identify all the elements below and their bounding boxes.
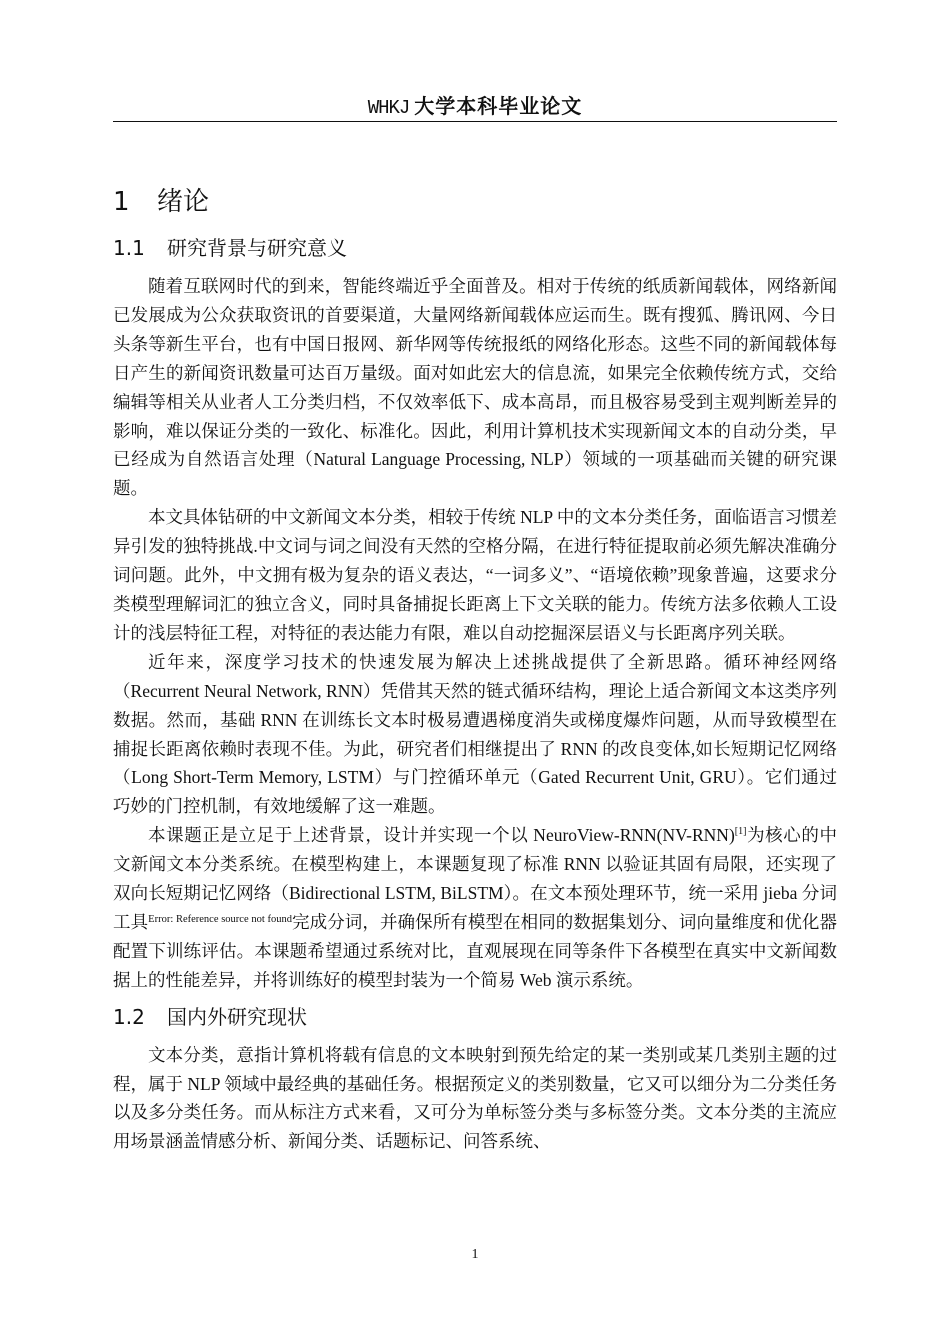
chapter-heading	[113, 180, 837, 232]
header-school-name: WHKJ	[367, 97, 410, 119]
section-heading-1-1	[113, 232, 837, 272]
section-number: 1.1	[113, 236, 145, 260]
paragraph-text: 完成分词，并确保所有模型在相同的数据集划分、词向量维度和优化器配置下训练评估。本课题希望通过系统对比，直观展现在同等条件下各模型在真实中文新闻数据上的性能差异，并将训练好的模型封装为一个简易 Web 演示系统。	[113, 911, 838, 990]
paragraph: 近年来，深度学习技术的快速发展为解决上述挑战提供了全新思路。循环神经网络（Recurrent Neural Network, RNN）凭借其天然的链式循环结构，理论上适合新闻文本这类序列数据。然而，基础 RNN 在训练长文本时极易遭遇梯度消失或梯度爆炸问题，从而导致模型在捕捉长距离依赖时表现不佳。为此，研究者们相继提出了 RNN 的改良变体,如长短期记忆网络（Long Short-Term Memory, LSTM）与门控循环单元（Gated Recurrent Unit, GRU）。它们通过巧妙的门控机制，有效地缓解了这一难题。	[113, 651, 837, 817]
paragraph: 文本分类，意指计算机将载有信息的文本映射到预先给定的某一类别或某几类别主题的过程，属于 NLP 领域中最经典的基础任务。根据预定义的类别数量，它又可以细分为二分类任务以及多分类任务。而从标注方式来看，又可分为单标签分类与多标签分类。文本分类的主流应用场景涵盖情感分析、新闻分类、话题标记、问答系统、	[113, 1044, 837, 1152]
section-title: 国内外研究现状	[167, 1004, 307, 1029]
section-title: 研究背景与研究意义	[167, 236, 347, 260]
body-content	[113, 180, 837, 1156]
citation-reference[interactable]: [1]	[734, 826, 747, 838]
header-thesis-title: 大学本科毕业论文	[414, 94, 583, 118]
paragraph	[113, 821, 837, 994]
paragraph-text: 本课题正是立足于上述背景，设计并实现一个以 NeuroView-RNN(NV-RNN)	[148, 825, 735, 846]
section-heading-1-2	[113, 1001, 837, 1041]
section-number: 1.2	[113, 1004, 145, 1029]
chapter-title: 绪论	[157, 187, 210, 217]
reference-error-field: Error: Reference source not found	[148, 913, 292, 925]
page-number: 1	[471, 1247, 479, 1262]
header-rule	[113, 121, 837, 122]
running-header	[113, 92, 837, 122]
paragraph: 本文具体钻研的中文新闻文本分类，相较于传统 NLP 中的文本分类任务，面临语言习惯差异引发的独特挑战.中文词与词之间没有天然的空格分隔，在进行特征提取前必须先解决准确分词问题。此外，中文拥有极为复杂的语义表达，“一词多义”、“语境依赖”现象普遍，这要求分类模型理解词汇的独立含义，同时具备捕捉长距离上下文关联的能力。传统方法多依赖人工设计的浅层特征工程，对特征的表达能力有限，难以自动挖掘深层语义与长距离序列关联。	[113, 507, 837, 643]
chapter-number: 1	[113, 187, 130, 217]
paragraph-text: 为核心的中文新闻文本分类系统。在模型构建上，本课题复现了标准 RNN 以验证其固有局限，还实现了双向长短期记忆网络（Bidirectional LSTM, BiLSTM）。在文本预处理环节，统一采用 jieba 分词工具	[113, 825, 838, 932]
paragraph: 随着互联网时代的到来，智能终端近乎全面普及。相对于传统的纸质新闻载体，网络新闻已发展成为公众获取资讯的首要渠道，大量网络新闻载体应运而生。既有搜狐、腾讯网、今日头条等新生平台，也有中国日报网、新华网等传统报纸的网络化形态。这些不同的新闻载体每日产生的新闻资讯数量可达百万量级。面对如此宏大的信息流，如果完全依赖传统方式，交给编辑等相关从业者人工分类归档，不仅效率低下、成本高昂，而且极容易受到主观判断差异的影响，难以保证分类的一致化、标准化。因此，利用计算机技术实现新闻文本的自动分类，早已经成为自然语言处理（Natural Language Processing, NLP）领域的一项基础而关键的研究课题。	[113, 276, 837, 499]
